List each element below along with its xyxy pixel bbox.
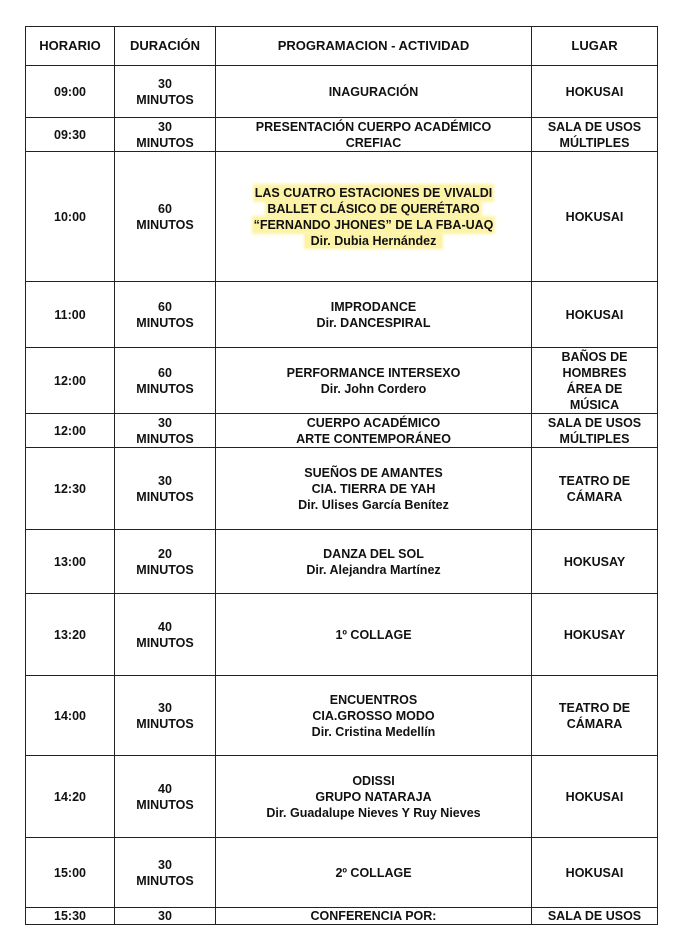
duracion-cell: [115, 676, 216, 756]
lugar-cell: [532, 594, 658, 676]
actividad-line: PRESENTACIÓN CUERPO ACADÉMICO: [255, 119, 492, 134]
actividad-cell: [216, 282, 532, 348]
table-row: [26, 676, 658, 756]
actividad-cell: [216, 908, 532, 925]
table-row: [26, 756, 658, 838]
actividad-line: Dir. John Cordero: [320, 381, 427, 396]
horario-cell: 11:00: [26, 282, 115, 348]
duracion-unit: MINUTOS: [136, 873, 194, 888]
actividad-line: CREFIAC: [345, 135, 402, 150]
lugar-cell: [532, 530, 658, 594]
actividad-line: DANZA DEL SOL: [323, 546, 424, 561]
table-row: [26, 908, 658, 925]
actividad-line: ENCUENTROS: [329, 692, 418, 707]
lugar-line: CÁMARA: [566, 489, 623, 504]
actividad-cell: [216, 348, 532, 414]
schedule-page: [25, 26, 657, 925]
lugar-line: MÚLTIPLES: [559, 135, 630, 150]
duracion-unit: MINUTOS: [136, 489, 194, 504]
duracion-cell: [115, 594, 216, 676]
actividad-line: 1º COLLAGE: [335, 627, 412, 642]
lugar-line: ÁREA DE: [566, 381, 623, 396]
duracion-unit: MINUTOS: [136, 315, 194, 330]
duracion-cell: [115, 348, 216, 414]
actividad-line-highlighted: BALLET CLÁSICO DE QUERÉTARO: [267, 201, 480, 216]
actividad-line-highlighted: LAS CUATRO ESTACIONES DE VIVALDI: [254, 185, 493, 200]
actividad-cell: [216, 118, 532, 152]
actividad-cell: [216, 448, 532, 530]
duracion-value: 30: [158, 119, 172, 134]
duracion-cell: [115, 908, 216, 925]
duracion-value: 30: [158, 857, 172, 872]
actividad-line: Dir. Ulises García Benítez: [298, 497, 449, 512]
lugar-cell: [532, 118, 658, 152]
horario-cell: 13:20: [26, 594, 115, 676]
actividad-cell: [216, 414, 532, 448]
duracion-unit: MINUTOS: [136, 92, 194, 107]
duracion-value: 30: [158, 700, 172, 715]
lugar-line: SALA DE USOS: [547, 119, 642, 134]
horario-cell: 15:30: [26, 908, 115, 925]
lugar-cell: [532, 908, 658, 925]
lugar-line: HOKUSAI: [565, 865, 624, 880]
duracion-value: 60: [158, 201, 172, 216]
duracion-cell: [115, 282, 216, 348]
lugar-cell: [532, 348, 658, 414]
lugar-line: HOKUSAI: [565, 789, 624, 804]
table-row: [26, 66, 658, 118]
horario-cell: 09:30: [26, 118, 115, 152]
duracion-value: 60: [158, 365, 172, 380]
lugar-line: HOKUSAI: [565, 307, 624, 322]
duracion-cell: [115, 66, 216, 118]
lugar-cell: [532, 414, 658, 448]
lugar-line: HOKUSAY: [563, 627, 626, 642]
duracion-value: 30: [158, 415, 172, 430]
table-row: [26, 530, 658, 594]
actividad-cell: [216, 594, 532, 676]
lugar-cell: [532, 448, 658, 530]
lugar-line: HOKUSAI: [565, 84, 624, 99]
actividad-line: CIA.GROSSO MODO: [312, 708, 435, 723]
duracion-value: 40: [158, 619, 172, 634]
duracion-cell: [115, 838, 216, 908]
duracion-value: 30: [158, 473, 172, 488]
actividad-line: Dir. Cristina Medellín: [311, 724, 436, 739]
duracion-value: 30: [158, 909, 172, 923]
horario-cell: 14:00: [26, 676, 115, 756]
table-row: [26, 838, 658, 908]
actividad-line: PERFORMANCE INTERSEXO: [286, 365, 461, 380]
duracion-unit: MINUTOS: [136, 797, 194, 812]
actividad-line: CIA. TIERRA DE YAH: [311, 481, 436, 496]
duracion-unit: MINUTOS: [136, 135, 194, 150]
duracion-cell: [115, 448, 216, 530]
actividad-line: SUEÑOS DE AMANTES: [304, 465, 443, 480]
lugar-cell: [532, 66, 658, 118]
lugar-line: MÚLTIPLES: [559, 431, 630, 446]
duracion-cell: [115, 756, 216, 838]
lugar-cell: [532, 282, 658, 348]
table-row: [26, 414, 658, 448]
horario-cell: 15:00: [26, 838, 115, 908]
actividad-cell: [216, 530, 532, 594]
lugar-line: HOKUSAI: [565, 209, 624, 224]
horario-cell: 14:20: [26, 756, 115, 838]
actividad-line-highlighted: “FERNANDO JHONES” DE LA FBA-UAQ: [253, 217, 494, 232]
actividad-line: ODISSI: [352, 773, 395, 788]
actividad-line: CONFERENCIA POR:: [310, 909, 437, 923]
duracion-value: 60: [158, 299, 172, 314]
lugar-line: CÁMARA: [566, 716, 623, 731]
header-row: [26, 27, 658, 66]
lugar-cell: [532, 756, 658, 838]
horario-cell: 12:00: [26, 348, 115, 414]
duracion-value: 40: [158, 781, 172, 796]
lugar-line: SALA DE USOS: [547, 415, 642, 430]
lugar-cell: [532, 676, 658, 756]
horario-cell: 09:00: [26, 66, 115, 118]
actividad-line: ARTE CONTEMPORÁNEO: [296, 431, 451, 446]
header-programacion: PROGRAMACION - ACTIVIDAD: [216, 27, 532, 66]
table-row: [26, 152, 658, 282]
actividad-line: INAGURACIÓN: [328, 84, 419, 99]
actividad-line: IMPRODANCE: [330, 299, 417, 314]
schedule-table: [25, 26, 658, 925]
horario-cell: 12:00: [26, 414, 115, 448]
table-row: [26, 594, 658, 676]
duracion-unit: MINUTOS: [136, 431, 194, 446]
lugar-cell: [532, 152, 658, 282]
lugar-line: HOMBRES: [562, 365, 627, 380]
actividad-cell: [216, 756, 532, 838]
actividad-line: Dir. Alejandra Martínez: [306, 562, 441, 577]
actividad-cell: [216, 676, 532, 756]
duracion-unit: MINUTOS: [136, 716, 194, 731]
horario-cell: 13:00: [26, 530, 115, 594]
duracion-value: 30: [158, 76, 172, 91]
duracion-unit: MINUTOS: [136, 217, 194, 232]
duracion-unit: MINUTOS: [136, 562, 194, 577]
lugar-cell: [532, 838, 658, 908]
actividad-cell: [216, 66, 532, 118]
duracion-unit: MINUTOS: [136, 381, 194, 396]
duracion-cell: [115, 118, 216, 152]
header-lugar: LUGAR: [532, 27, 658, 66]
table-row: [26, 118, 658, 152]
actividad-cell: [216, 152, 532, 282]
lugar-line: TEATRO DE: [558, 700, 631, 715]
actividad-line: CUERPO ACADÉMICO: [306, 415, 441, 430]
actividad-cell: [216, 838, 532, 908]
actividad-line: GRUPO NATARAJA: [315, 789, 432, 804]
lugar-line: SALA DE USOS: [547, 909, 642, 923]
table-row: [26, 348, 658, 414]
lugar-line: HOKUSAY: [563, 554, 626, 569]
lugar-line: MÚSICA: [569, 397, 620, 412]
actividad-line: 2º COLLAGE: [335, 865, 412, 880]
actividad-line: Dir. DANCESPIRAL: [316, 315, 431, 330]
duracion-value: 20: [158, 546, 172, 561]
actividad-line: Dir. Guadalupe Nieves Y Ruy Nieves: [266, 805, 481, 820]
actividad-line-highlighted: Dir. Dubia Hernández: [305, 234, 443, 248]
duracion-cell: [115, 152, 216, 282]
lugar-line: TEATRO DE: [558, 473, 631, 488]
table-row: [26, 448, 658, 530]
duracion-cell: [115, 414, 216, 448]
header-horario: HORARIO: [26, 27, 115, 66]
horario-cell: 10:00: [26, 152, 115, 282]
table-row: [26, 282, 658, 348]
header-duracion: DURACIÓN: [115, 27, 216, 66]
horario-cell: 12:30: [26, 448, 115, 530]
lugar-line: BAÑOS DE: [561, 349, 628, 364]
duracion-cell: [115, 530, 216, 594]
duracion-unit: MINUTOS: [136, 635, 194, 650]
